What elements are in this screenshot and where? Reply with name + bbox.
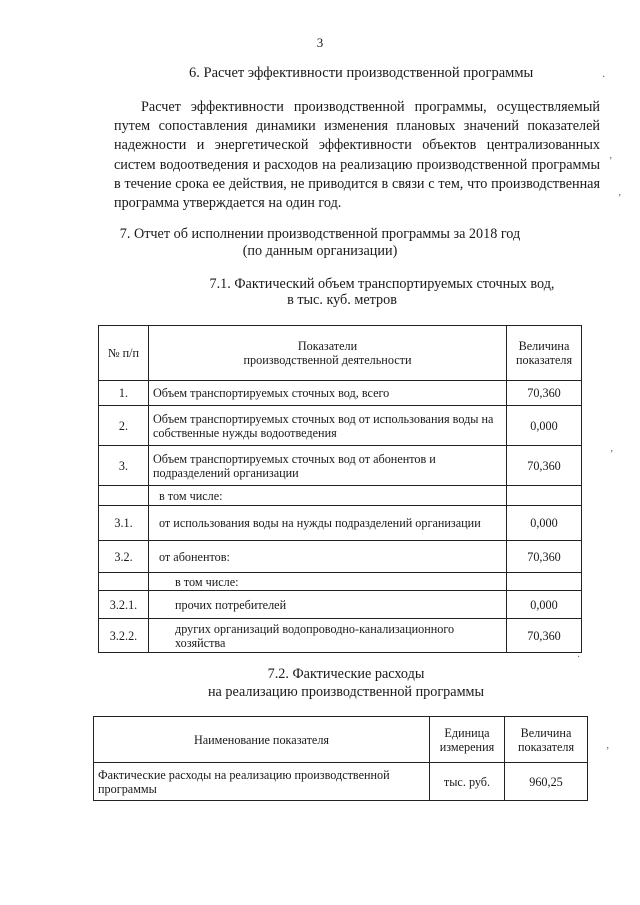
header-value-line1: Величина (520, 725, 572, 740)
table-row (94, 763, 588, 801)
row-num: 3.2. (99, 541, 149, 573)
table-row (99, 486, 582, 506)
section-7-title-line2: (по данным организации) (242, 243, 398, 259)
table-header-row (94, 717, 588, 763)
scan-mark: ‚ (609, 150, 613, 161)
row-value (507, 486, 582, 506)
row-value: 70,360 (507, 381, 582, 406)
section-6-paragraph (114, 98, 600, 213)
header-unit (430, 717, 505, 763)
row-name: Объем транспортируемых сточных вод от абонентов и подразделений организации (149, 446, 507, 486)
header-indicator-line2: производственной деятельности (243, 353, 412, 367)
row-name: в том числе: (149, 573, 507, 591)
table-row (99, 446, 582, 486)
row-value: 0,000 (507, 591, 582, 619)
header-name: Наименование показателя (94, 717, 430, 763)
row-num (99, 573, 149, 591)
header-unit-line1: Единица (444, 725, 490, 740)
row-num: 3.2.1. (99, 591, 149, 619)
row-num (99, 486, 149, 506)
row-num: 3. (99, 446, 149, 486)
scan-mark: ‚ (618, 187, 622, 198)
row-name: Фактические расходы на реализацию производственной программы (94, 763, 430, 801)
section-7-title-line1: 7. Отчет об исполнении производственной программы за 2018 год (119, 226, 521, 242)
row-name: Объем транспортируемых сточных вод, всего (149, 381, 507, 406)
table-row (99, 381, 582, 406)
header-indicator-line1: Показатели (297, 339, 358, 353)
row-name: от абонентов: (149, 541, 507, 573)
section-72-title-line2: на реализацию производственной программы (207, 684, 485, 700)
row-unit: тыс. руб. (430, 763, 505, 801)
scan-mark: ‚ (610, 443, 614, 454)
scan-mark: · (577, 652, 581, 663)
row-name: других организаций водопроводно-канализационного хозяйства (149, 619, 507, 653)
section-72-title-line1: 7.2. Фактические расходы (267, 666, 425, 682)
table-row (99, 591, 582, 619)
table-row (99, 506, 582, 541)
section-71-title-line1: 7.1. Фактический объем транспортируемых сточных вод, (209, 276, 555, 292)
row-num: 1. (99, 381, 149, 406)
row-num: 3.1. (99, 506, 149, 541)
row-name: от использования воды на нужды подразделений организации (149, 506, 507, 541)
table-row (99, 573, 582, 591)
paragraph-text: Расчет эффективности производственной программы, осуществляемый путем сопоставления динамики изменения плановых значений показателей надежности и энергетической эффективности объектов централизованных систем водоотведения и расходов на реализацию производственной программы в течение срока ее действия, не приводится в связи с тем, что производственная программа утверждается на один год. (114, 99, 600, 212)
row-value: 70,360 (507, 619, 582, 653)
row-name: в том числе: (149, 486, 507, 506)
section-6-title: 6. Расчет эффективности производственной программы (189, 65, 534, 81)
header-value-line1: Величина (518, 339, 570, 353)
row-num: 3.2.2. (99, 619, 149, 653)
row-name: прочих потребителей (149, 591, 507, 619)
row-value (507, 573, 582, 591)
header-value (507, 326, 582, 381)
header-num: № п/п (99, 326, 149, 381)
table-row (99, 619, 582, 653)
row-value: 960,25 (505, 763, 588, 801)
section-71-title-line2: в тыс. куб. метров (287, 292, 397, 308)
row-value: 70,360 (507, 541, 582, 573)
scan-mark: · (602, 72, 606, 83)
header-value-line2: показателя (517, 739, 575, 754)
table-row (99, 541, 582, 573)
header-value-line2: показателя (515, 353, 573, 367)
volume-table (98, 325, 582, 653)
expenses-table (93, 716, 588, 801)
row-name: Объем транспортируемых сточных вод от использования воды на собственные нужды водоотведения (149, 406, 507, 446)
row-value: 0,000 (507, 406, 582, 446)
table-row (99, 406, 582, 446)
header-unit-line2: измерения (439, 739, 495, 754)
table-header-row (99, 326, 582, 381)
header-indicator (149, 326, 507, 381)
row-value: 0,000 (507, 506, 582, 541)
page-number: 3 (316, 35, 324, 50)
scan-mark: ‚ (606, 740, 610, 751)
row-value: 70,360 (507, 446, 582, 486)
header-value (505, 717, 588, 763)
row-num: 2. (99, 406, 149, 446)
